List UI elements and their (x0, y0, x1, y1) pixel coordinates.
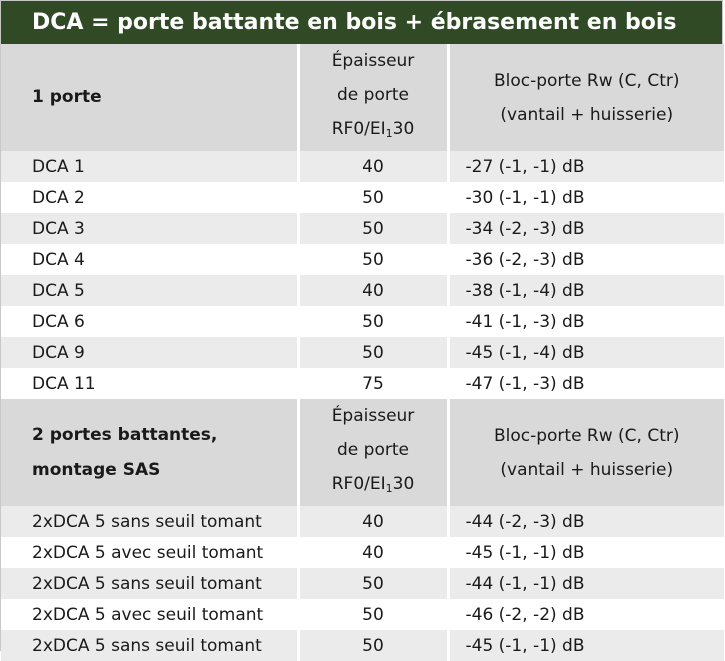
section1-header-row (1, 44, 724, 151)
section1-heading: 1 porte (1, 44, 298, 151)
header-line: (vantail + huisserie) (500, 104, 674, 125)
row-thickness: 50 (298, 630, 448, 661)
header-text: 30 (392, 474, 415, 494)
row-name: DCA 4 (1, 244, 298, 275)
table-row (1, 368, 724, 399)
row-name: DCA 6 (1, 306, 298, 337)
acoustic-performance-table (1, 44, 724, 661)
header-line: Bloc-porte Rw (C, Ctr) (493, 70, 680, 91)
table-row (1, 337, 724, 368)
row-name: DCA 9 (1, 337, 298, 368)
header-text: 30 (392, 119, 415, 139)
header-text: RF0/EI (331, 474, 386, 494)
header-line: Épaisseur (331, 406, 415, 426)
row-rw: -47 (-1, -3) dB (448, 368, 724, 399)
header-line (300, 112, 447, 151)
row-name: DCA 3 (1, 213, 298, 244)
row-name: 2xDCA 5 sans seuil tomant (1, 506, 298, 537)
table-row (1, 599, 724, 630)
header-line (300, 467, 447, 506)
row-name: 2xDCA 5 sans seuil tomant (1, 568, 298, 599)
row-thickness: 40 (298, 506, 448, 537)
row-name: DCA 2 (1, 182, 298, 213)
row-rw: -27 (-1, -1) dB (448, 151, 724, 182)
header-line: de porte (337, 85, 409, 105)
table-row (1, 568, 724, 599)
row-thickness: 50 (298, 568, 448, 599)
row-name: DCA 11 (1, 368, 298, 399)
header-subscript: 1 (385, 482, 393, 495)
row-rw: -45 (-1, -1) dB (448, 630, 724, 661)
row-name: 2xDCA 5 avec seuil tomant (1, 537, 298, 568)
row-thickness: 50 (298, 306, 448, 337)
row-thickness: 40 (298, 537, 448, 568)
table-row (1, 182, 724, 213)
row-name: 2xDCA 5 avec seuil tomant (1, 599, 298, 630)
row-rw: -46 (-2, -2) dB (448, 599, 724, 630)
row-rw: -41 (-1, -3) dB (448, 306, 724, 337)
header-text: RF0/EI (331, 119, 386, 139)
row-name: 2xDCA 5 sans seuil tomant (1, 630, 298, 661)
section2-rw-header (448, 399, 724, 506)
table-row (1, 306, 724, 337)
row-thickness: 50 (298, 337, 448, 368)
section2-thickness-header (298, 399, 448, 506)
row-rw: -30 (-1, -1) dB (448, 182, 724, 213)
row-name: DCA 1 (1, 151, 298, 182)
row-rw: -38 (-1, -4) dB (448, 275, 724, 306)
row-name: DCA 5 (1, 275, 298, 306)
heading-line: 2 portes battantes, (32, 424, 218, 445)
section2-header-row (1, 399, 724, 506)
heading-line: montage SAS (32, 459, 161, 480)
table-row (1, 213, 724, 244)
table-row (1, 537, 724, 568)
table-row (1, 275, 724, 306)
table-row (1, 506, 724, 537)
row-thickness: 50 (298, 599, 448, 630)
row-rw: -45 (-1, -4) dB (448, 337, 724, 368)
row-rw: -44 (-2, -3) dB (448, 506, 724, 537)
table-row (1, 244, 724, 275)
row-rw: -45 (-1, -1) dB (448, 537, 724, 568)
header-line: de porte (337, 440, 409, 460)
row-thickness: 40 (298, 151, 448, 182)
row-thickness: 50 (298, 244, 448, 275)
row-thickness: 40 (298, 275, 448, 306)
row-rw: -36 (-2, -3) dB (448, 244, 724, 275)
row-rw: -34 (-2, -3) dB (448, 213, 724, 244)
header-subscript: 1 (385, 127, 393, 140)
table-row (1, 151, 724, 182)
row-thickness: 50 (298, 182, 448, 213)
row-thickness: 50 (298, 213, 448, 244)
section1-rw-header (448, 44, 724, 151)
table-row (1, 630, 724, 661)
section1-thickness-header (298, 44, 448, 151)
header-line: Bloc-porte Rw (C, Ctr) (493, 425, 680, 446)
table-title: DCA = porte battante en bois + ébrasement en bois (1, 1, 722, 44)
header-line: (vantail + huisserie) (500, 459, 674, 480)
row-thickness: 75 (298, 368, 448, 399)
row-rw: -44 (-1, -1) dB (448, 568, 724, 599)
header-line: Épaisseur (331, 51, 415, 71)
section2-heading (1, 399, 298, 506)
